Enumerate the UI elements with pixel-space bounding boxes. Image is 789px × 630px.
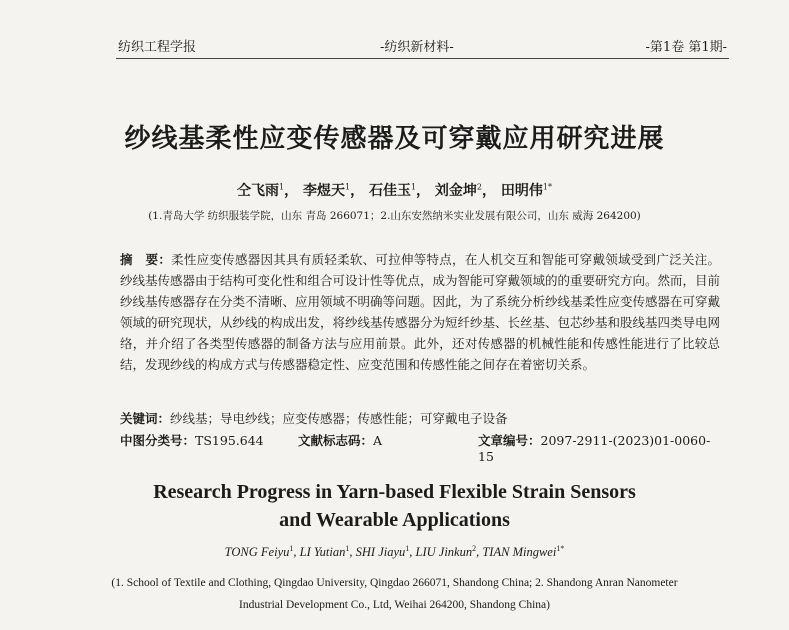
author-separator: ， (416, 183, 431, 199)
author-name: LIU Jinkun (415, 545, 473, 560)
author-affil-mark: 1* (542, 182, 552, 192)
author-name: 田明伟 (500, 183, 543, 199)
keywords-text: 纱线基；导电纱线；应变传感器；传感性能；可穿戴电子设备 (170, 411, 508, 426)
author-affil-mark: 2 (472, 544, 477, 553)
title-english-line1: Research Progress in Yarn-based Flexible Strain Sensors (153, 481, 636, 503)
author-name: SHI Jiayu (355, 545, 406, 560)
author-separator: , (349, 545, 356, 560)
title-english-line2: and Wearable Applications (279, 509, 510, 531)
abstract-text: 柔性应变传感器因其具有质轻柔软、可拉伸等特点，在人机交互和智能可穿戴领域受到广泛关注。纱线基传感器由于结构可变化性和组合可设计性等优点，成为智能可穿戴领域的的重要研究方向。然而，目前纱线基传感器存在分类不清晰、应用领域不明确等问题。因此，为了系统分析纱线基柔性应变传感器在可穿戴领域的研究现状，从纱线的构成出发，将纱线基传感器分为短纤纱基、长丝基、包芯纱基和股线基四类导电网络，并介绍了各类型传感器的制备方法与应用前景。此外，还对传感器的机械性能和传感性能进行了比较总结，发现纱线的构成方式与传感器稳定性、应变范围和传感性能之间存在着密切关系。 (120, 252, 721, 372)
author-affil-mark: 1 (289, 544, 294, 553)
article-number (478, 431, 720, 464)
article-label: 文章编号： (478, 433, 541, 448)
affiliation-english-line1: (1. School of Textile and Clothing, Qingdao University, Qingdao 266071, Shandong China; 2. Shandong Anran Nanometer (111, 577, 678, 589)
author-name: 刘金坤 (434, 183, 477, 199)
authors-english (0, 544, 789, 560)
author-separator: ， (284, 183, 299, 199)
author-separator: , (409, 545, 416, 560)
author-affil-mark: 1 (344, 182, 351, 192)
author-separator: , (476, 545, 483, 560)
author-affil-mark: 1 (405, 544, 410, 553)
document-code (298, 431, 382, 449)
abstract-chinese (120, 249, 720, 375)
clc-label: 中图分类号： (120, 433, 196, 448)
keywords (120, 409, 720, 427)
issue-info: -第1卷 第1期- (645, 40, 727, 55)
affiliation-chinese: (1.青岛大学 纺织服装学院，山东 青岛 266071；2.山东安然纳米实业发展有限公司，山东 威海 264200) (148, 210, 641, 222)
section-name: -纺织新材料- (380, 40, 454, 55)
keywords-label: 关键词： (120, 411, 171, 426)
title-chinese: 纱线基柔性应变传感器及可穿戴应用研究进展 (124, 124, 665, 154)
author-affil-mark: 1 (345, 544, 350, 553)
running-header (118, 36, 727, 56)
author-name: 石佳玉 (368, 183, 411, 199)
author-name: 李煜天 (302, 183, 345, 199)
affiliation-english-line2: Industrial Development Co., Ltd, Weihai 264200, Shandong China) (239, 599, 550, 611)
author-name: TONG Feiyu (224, 545, 290, 560)
author-separator: , (293, 545, 300, 560)
author-affil-mark: 2 (476, 182, 483, 192)
header-rule (116, 58, 729, 59)
doc-label: 文献标志码： (298, 433, 374, 448)
authors-chinese (0, 180, 789, 200)
journal-name: 纺织工程学报 (118, 40, 197, 55)
title-english (0, 478, 789, 534)
author-name: 仝飞雨 (237, 183, 280, 199)
author-affil-mark: 1* (556, 544, 565, 553)
author-name: LI Yutian (299, 545, 346, 560)
article-value: 2097-2911-(2023)01-0060-15 (478, 433, 711, 464)
abstract-label: 摘 要： (120, 252, 172, 267)
clc-value: TS195.644 (195, 433, 264, 448)
author-separator: ， (482, 183, 497, 199)
author-separator: ， (350, 183, 365, 199)
clc-number (120, 431, 264, 449)
author-affil-mark: 1 (279, 182, 285, 192)
affiliation-english (0, 572, 789, 616)
author-affil-mark: 1 (410, 182, 417, 192)
author-name: TIAN Mingwei (482, 545, 557, 560)
classification-row (120, 431, 720, 464)
doc-value: A (373, 433, 383, 448)
